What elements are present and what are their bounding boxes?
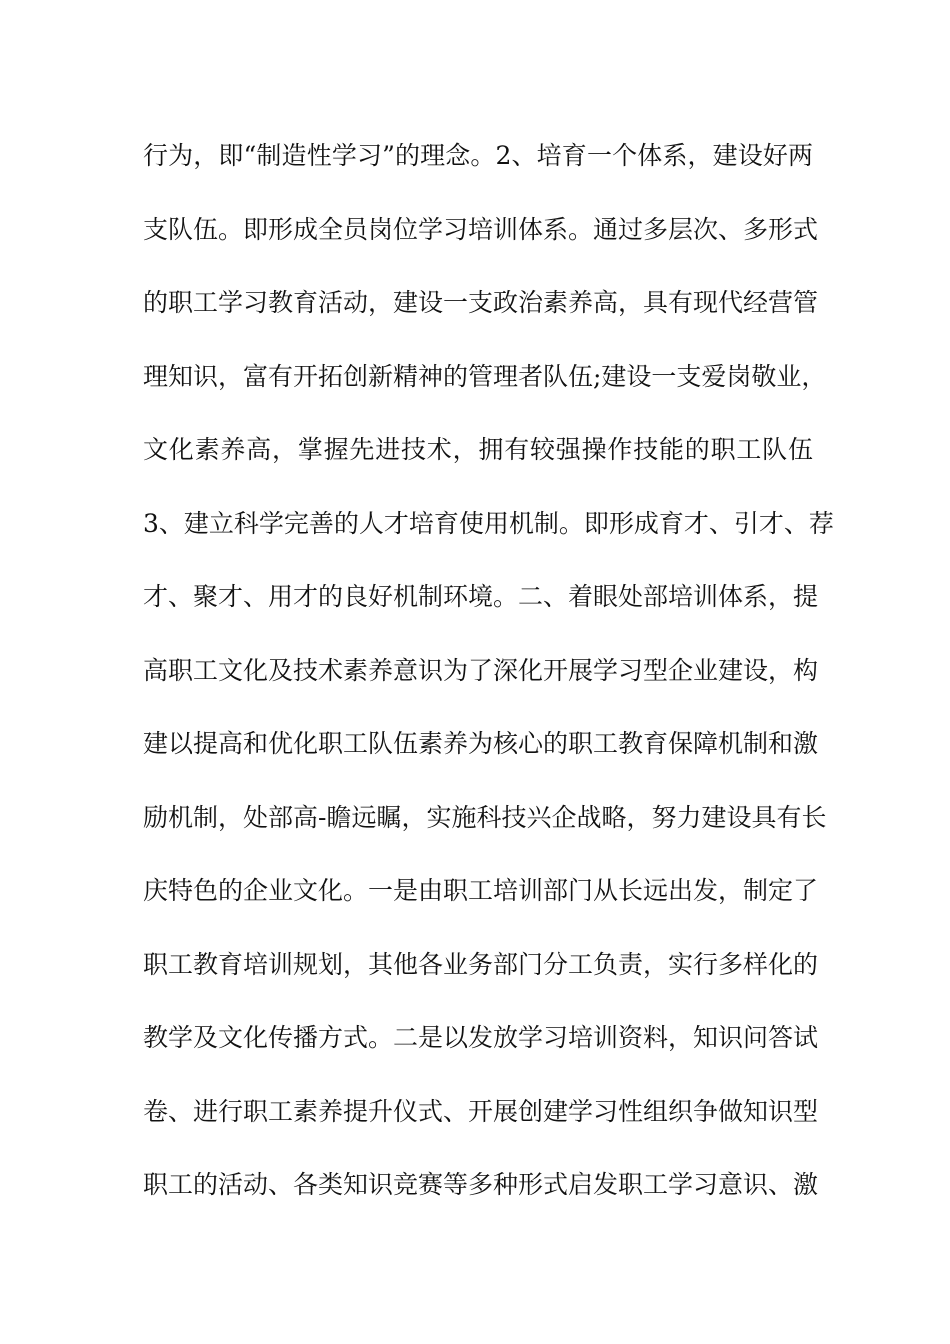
text-line: 庆特色的企业文化。一是由职工培训部门从长远出发，制定了 — [143, 876, 819, 905]
text-line: 教学及文化传播方式。二是以发放学习培训资料，知识问答试 — [143, 1023, 819, 1052]
text-line: 3、建立科学完善的人才培育使用机制。即形成育才、引才、荐 — [143, 508, 834, 538]
text-line: 励机制，处部高-瞻远瞩，实施科技兴企战略，努力建设具有长 — [143, 802, 827, 832]
text-line: 高职工文化及技术素养意识为了深化开展学习型企业建设，构 — [143, 655, 819, 685]
text-line: 职工的活动、各类知识竞赛等多种形式启发职工学习意识、激 — [143, 1170, 819, 1199]
text-line: 理知识，富有开拓创新精神的管理者队伍;建设一支爱岗敬业， — [143, 361, 827, 391]
text-line: 建以提高和优化职工队伍素养为核心的职工教育保障机制和激 — [143, 729, 819, 758]
body-text — [143, 126, 834, 1229]
text-line: 支队伍。即形成全员岗位学习培训体系。通过多层次、多形式 — [143, 214, 819, 244]
text-line: 职工教育培训规划，其他各业务部门分工负责，实行多样化的 — [143, 949, 819, 979]
text-line: 行为，即“制造性学习”的理念。2、培育一个体系，建设好两 — [143, 141, 813, 170]
text-line: 的职工学习教育活动，建设一支政治素养高，具有现代经营管 — [143, 288, 819, 317]
text-line: 文化素养高，掌握先进技术，拥有较强操作技能的职工队伍 — [143, 435, 813, 464]
text-line: 卷、进行职工素养提升仪式、开展创建学习性组织争做知识型 — [143, 1096, 819, 1126]
text-line: 才、聚才、用才的良好机制环境。二、着眼处部培训体系，提 — [143, 582, 819, 611]
